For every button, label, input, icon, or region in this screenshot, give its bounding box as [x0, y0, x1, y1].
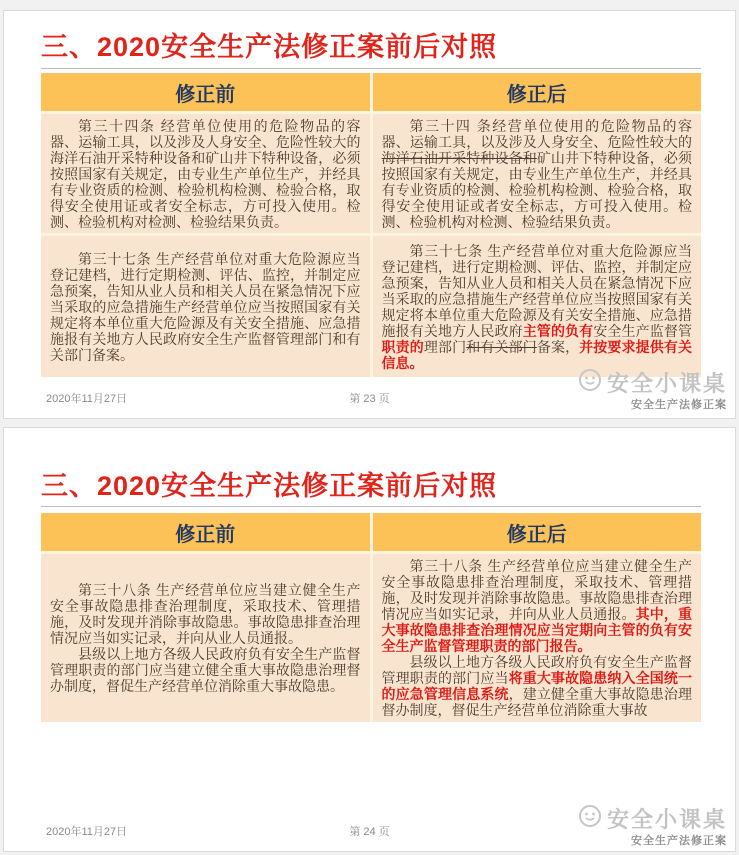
title-underline: [41, 68, 701, 69]
slide-title: 三、2020安全生产法修正案前后对照: [41, 32, 498, 62]
column-header-before: 修正前: [41, 73, 370, 111]
smiley-face-icon: [577, 803, 603, 834]
watermark-subtitle: 安全生产法修正案: [631, 835, 727, 847]
cell-article37-after: 第三十七条 生产经营单位对重大危险源应当登记建档，进行定期检测、评估、监控，并制定应急预案，告知从业人员和相关人员在紧急情况下应当采取的应急措施生产经营单位应当按照国家有关规定将本单位重大危险源及有关安全措施、应急措施报有关地方人民政府主管的负有安全生产监督管职责的理部门和有关部门备案，并按要求提供有关信息。: [373, 236, 702, 377]
cell-article34-before: 第三十四条 经营单位使用的危险物品的容器、运输工具，以及涉及人身安全、危险性较大的海洋石油开采特种设备和矿山井下特种设备，必须按照国家有关规定，由专业生产单位生产，并经具有专业资质的检测、检验机构检测、检验合格，取得安全使用证或者安全标志，方可投入使用。检测、检验机构对检测、检验结果负责。: [41, 114, 370, 233]
slide-24: [3, 427, 736, 852]
cell-article38-after: 第三十八条 生产经营单位应当建立健全生产安全事故隐患排查治理制度，采取技术、管理措施，及时发现并消除事故隐患。事故隐患排查治理情况应当如实记录，并向从业人员通报。其中，重大事故隐患排查治理情况应当定期向主管的负有安全生产监督管理职责的部门报告。 县级以上地方各级人民政府负有安全生产监督管理职责的部门应当将重大事故隐患纳入全国统一的应急管理信息系统，建立健全重大事故隐患治理督办制度，督促生产经营单位消除重大事故: [373, 554, 702, 722]
footer-page-number: 第 24 页: [349, 826, 390, 838]
slide-23: [3, 10, 736, 419]
column-header-after: 修正后: [373, 73, 702, 111]
cell-article34-after: 第三十四 条经营单位使用的危险物品的容器、运输工具，以及涉及人身安全、危险性较大的海洋石油开采特种设备和矿山井下特种设备，必须按照国家有关规定，由专业生产单位生产，并经具有专业资质的检测、检验机构检测、检验合格，取得安全使用证或者安全标志，方可投入使用。检测、检验机构对检测、检验结果负责。: [373, 114, 702, 233]
footer-date: 2020年11月27日: [46, 826, 128, 838]
footer-date: 2020年11月27日: [46, 393, 128, 405]
cell-article38-before: 第三十八条 生产经营单位应当建立健全生产安全事故隐患排查治理制度，采取技术、管理措施，及时发现并消除事故隐患。事故隐患排查治理情况应当如实记录，并向从业人员通报。 县级以上地方各级人民政府负有安全生产监督管理职责的部门应当建立健全重大事故隐患治理督办制度，督促生产经营单位消除重大事故隐患。: [41, 554, 370, 722]
footer-page-number: 第 23 页: [349, 393, 390, 405]
cell-article37-before: 第三十七条 生产经营单位对重大危险源应当登记建档，进行定期检测、评估、监控，并制定应急预案，告知从业人员和相关人员在紧急情况下应当采取的应急措施生产经营单位应当按照国家有关规定将本单位重大危险源及有关安全措施、应急措施报有关地方人民政府安全生产监督管理部门和有关部门备案。: [41, 236, 370, 377]
watermark-brand: 安全小课桌: [606, 371, 727, 396]
smiley-face-icon: [577, 367, 603, 398]
title-underline: [41, 506, 701, 507]
column-header-after: 修正后: [373, 513, 702, 551]
watermark-logo: [577, 367, 727, 412]
watermark-row: [577, 367, 727, 398]
watermark-row: [577, 803, 727, 834]
column-header-before: 修正前: [41, 513, 370, 551]
comparison-table: [41, 513, 701, 722]
comparison-table: [41, 73, 701, 377]
watermark-brand: 安全小课桌: [606, 807, 727, 832]
watermark-logo: [577, 803, 727, 848]
slide-title: 三、2020安全生产法修正案前后对照: [41, 471, 498, 501]
watermark-subtitle: 安全生产法修正案: [631, 399, 727, 411]
